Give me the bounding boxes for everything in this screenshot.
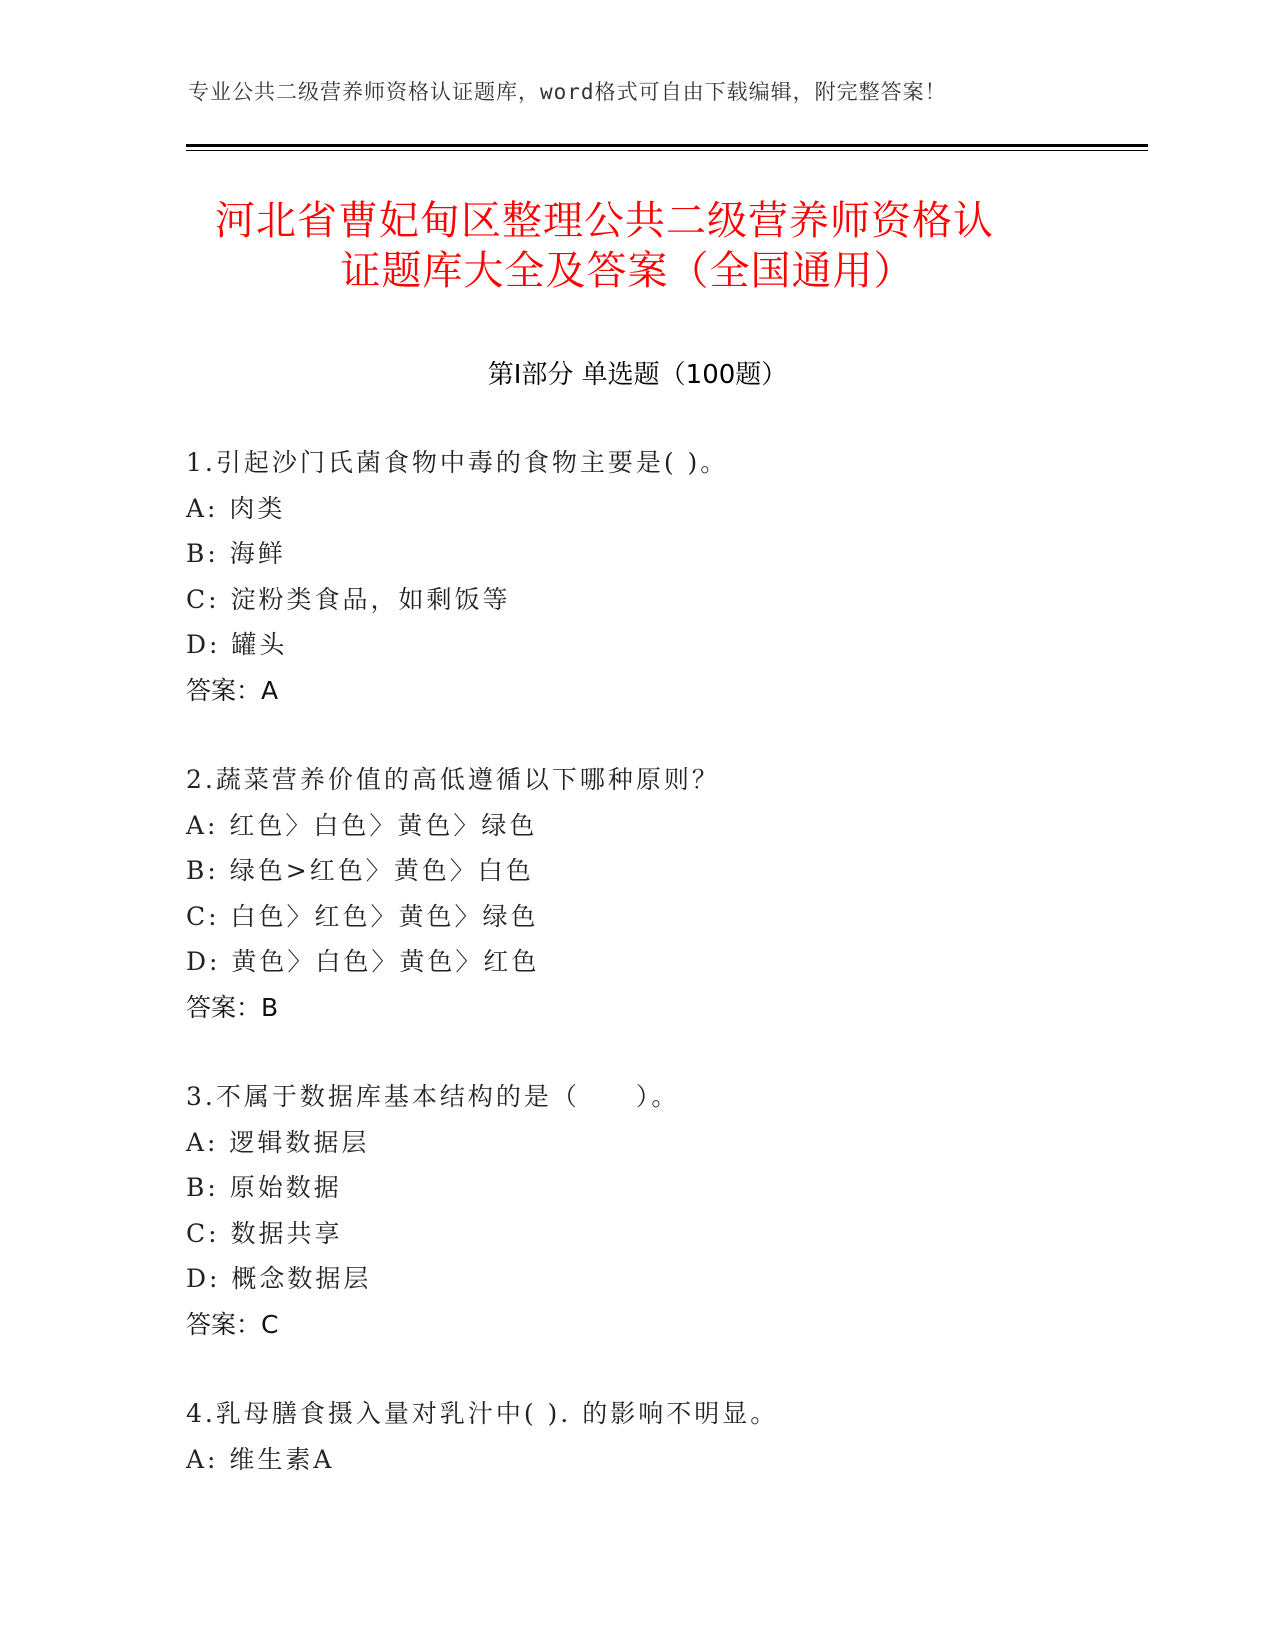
option-b: B: 原始数据 [186, 1173, 342, 1202]
option-b: B: 海鲜 [186, 539, 286, 568]
question-stem: 3.不属于数据库基本结构的是（ ）。 [186, 1082, 680, 1111]
option-b: B: 绿色>红色〉黄色〉白色 [186, 856, 534, 885]
question-4 [186, 1391, 1146, 1482]
option-d: D: 概念数据层 [186, 1264, 372, 1293]
option-c: C: 数据共享 [186, 1218, 343, 1248]
option-a: A: 维生素A [186, 1444, 335, 1474]
option-a: A: 肉类 [186, 493, 286, 523]
option-d: D: 罐头 [186, 630, 288, 659]
answer: 答案：C [186, 1309, 279, 1339]
answer: 答案：A [186, 675, 279, 705]
question-list [186, 440, 1146, 1526]
option-a: A: 红色〉白色〉黄色〉绿色 [186, 810, 538, 840]
document-title-line1: 河北省曹妃甸区整理公共二级营养师资格认 [215, 198, 994, 244]
option-c: C: 淀粉类食品，如剩饭等 [186, 584, 511, 614]
document-title-line2: 证题库大全及答案（全国通用） [340, 248, 915, 294]
document-title [0, 196, 1275, 296]
header-rule-thin [186, 150, 1148, 151]
question-stem: 2.蔬菜营养价值的高低遵循以下哪种原则？ [186, 765, 720, 794]
option-a: A: 逻辑数据层 [186, 1127, 370, 1157]
header-rule-thick [186, 144, 1148, 147]
question-stem: 4.乳母膳食摄入量对乳汁中( ). 的影响不明显。 [186, 1399, 779, 1428]
option-d: D: 黄色〉白色〉黄色〉红色 [186, 947, 540, 976]
question-stem: 1.引起沙门氏菌食物中毒的食物主要是( )。 [186, 448, 729, 477]
answer: 答案：B [186, 992, 279, 1022]
question-3 [186, 1074, 1146, 1347]
section-heading: 第Ⅰ部分 单选题（100题） [487, 360, 788, 390]
option-c: C: 白色〉红色〉黄色〉绿色 [186, 901, 539, 931]
header-note: 专业公共二级营养师资格认证题库，word格式可自由下载编辑，附完整答案！ [188, 80, 947, 104]
question-2 [186, 757, 1146, 1030]
question-1 [186, 440, 1146, 713]
